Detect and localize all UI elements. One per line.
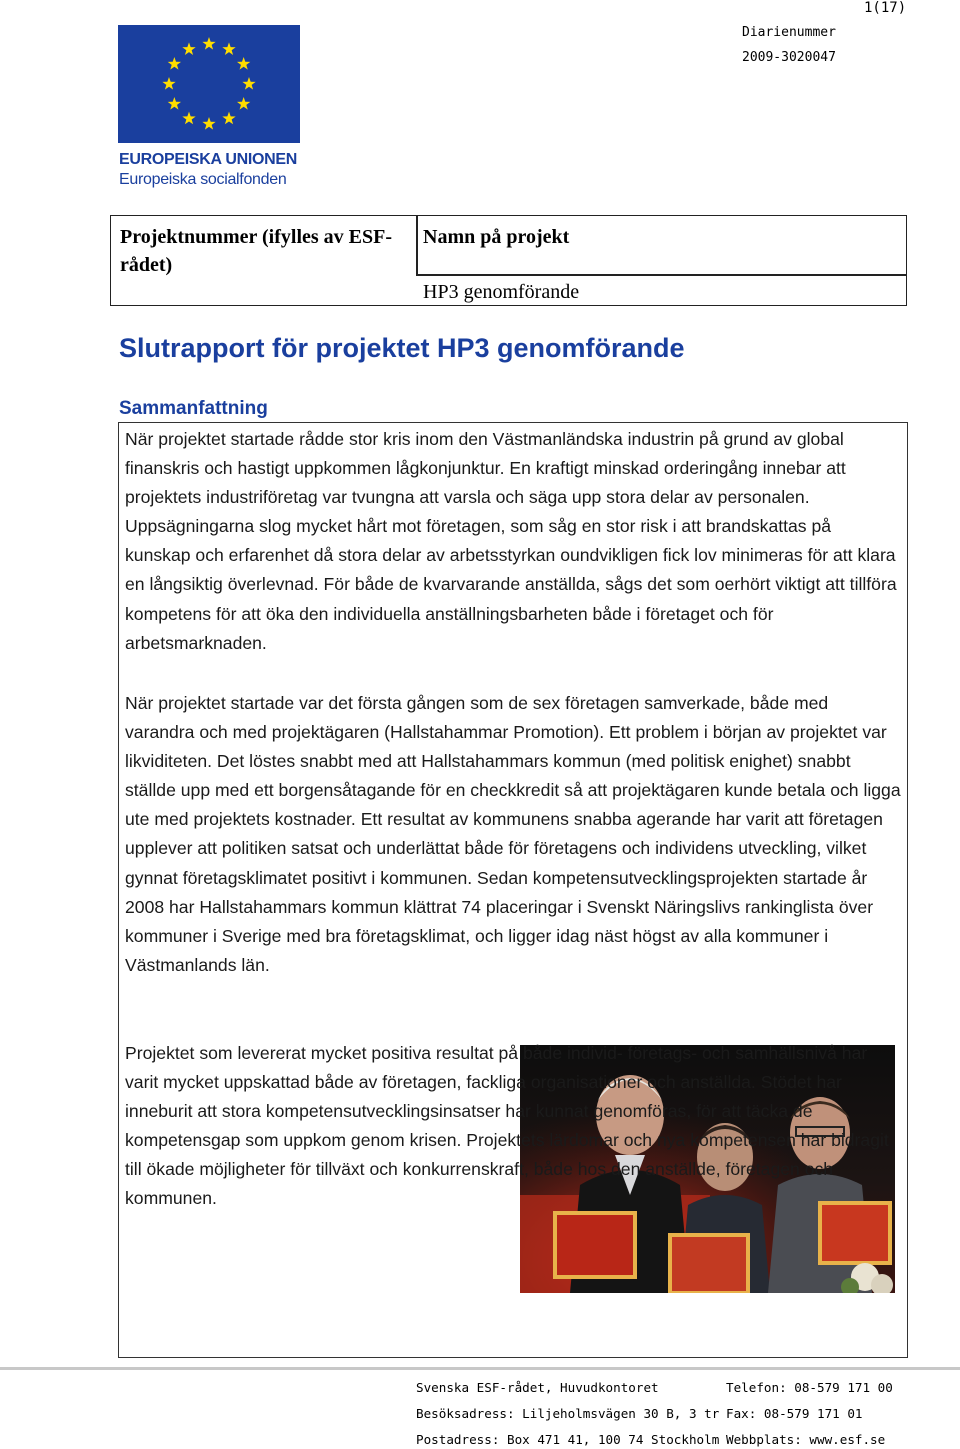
eu-fund-name: Europeiska socialfonden [119, 171, 287, 188]
summary-heading: Sammanfattning [119, 398, 268, 419]
footer-postal-address: Postadress: Box 471 41, 100 74 Stockholm [416, 1432, 720, 1447]
footer-visit-address: Besöksadress: Liljeholmsvägen 30 B, 3 tr [416, 1406, 720, 1421]
eu-flag-icon [118, 25, 300, 143]
footer-org: Svenska ESF-rådet, Huvudkontoret [416, 1380, 659, 1395]
summary-paragraph-1: När projektet startade rådde stor kris inom den Västmanländska industrin på grund av global finanskris och hastigt uppkommen lågkonjunktur. En kraftigt minskad orderingång innebar att projektets industriföretag var tvungna att varsla och säga upp stora delar av personalen. Uppsägningarna slog mycket hårt mot företagen, som såg en stor risk i att brandskattas på kunskap och erfarenhet då stora delar av arbetsstyrkan oundvikligen fick lov minimeras för att klara en långsiktig överlevnad. För både de kvarvarande anställda, sågs det som oerhört viktigt att tillföra kompetens för att öka den individuella anställningsbarheten både i företaget och för arbetsmarknaden. [125, 429, 897, 653]
footer-fax: Fax: 08-579 171 01 [726, 1406, 863, 1421]
table-row-divider [416, 274, 906, 276]
table-divider [416, 216, 418, 275]
eu-logo [118, 25, 300, 188]
project-name-value: HP3 genomförande [423, 281, 580, 303]
project-name-label: Namn på projekt [423, 226, 570, 248]
summary-box [118, 422, 908, 1358]
footer-phone: Telefon: 08-579 171 00 [726, 1380, 893, 1395]
footer-website[interactable]: Webbplats: www.esf.se [726, 1432, 886, 1447]
summary-paragraph-2: När projektet startade var det första gången som de sex företagen samverkade, både med varandra och med projektägaren (Hallstahammar Promotion). Ett problem i början av projektet var likviditeten. Det löstes snabbt med att Hallstahammars kommun (med politisk enighet) snabbt ställde upp med ett borgensåtagande för en checkkredit så att projektägaren kunde betala och ligga ute med projektets kostnader. Ett resultat av kommunens snabba agerande har varit att företagen upplever att politiken satsat och underlättat både för företagens och individens utveckling, vilket gynnat företagsklimatet positivt i kommunen. Sedan kompetensutvecklingsprojekten startade år 2008 har Hallstahammars kommun klättrat 74 placeringar i Svenskt Näringslivs rankinglista över kommuner i Sverige med bra företagsklimat, och ligger idag näst högst av alla kommuner i Västmanlands län. [125, 693, 901, 975]
project-info-table [110, 215, 907, 306]
footer-divider [0, 1367, 960, 1370]
project-number-label: Projektnummer (ifylles av ESF-rådet) [120, 226, 393, 276]
diarie-label: Diarienummer [742, 25, 836, 40]
diarie-number: 2009-3020047 [742, 50, 836, 65]
page-number: 1(17) [864, 0, 907, 16]
report-title: Slutrapport för projektet HP3 genomförande [119, 333, 685, 363]
eu-union-name: EUROPEISKA UNIONEN [119, 151, 298, 168]
summary-paragraph-3: Projektet som levererat mycket positiva resultat på både individ- företags- och samhällsnivå har varit mycket uppskattad både av företagen, fackliga organisationer och anställda. Stödet har inneburit att stora kompetensutvecklingsinsatser har kunnat genomföras, för att täcka de kompetensgap som uppkom genom krisen. Projektets lärdomar och nya kompetensen har bidragit till ökade möjligheter för tillväxt och konkurrenskraft, både hos den anställde, företagen och kommunen. [125, 1043, 889, 1209]
